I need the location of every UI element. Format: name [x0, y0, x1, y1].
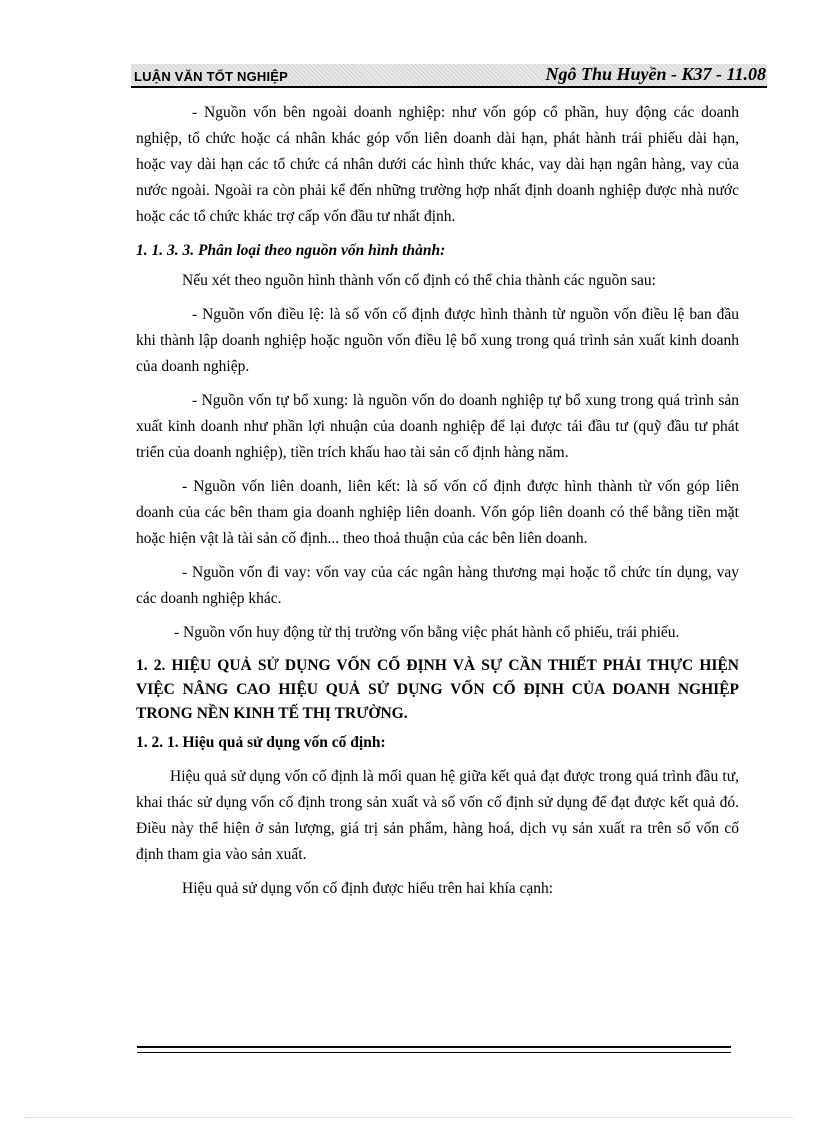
paragraph-source-intro: Nếu xét theo nguồn hình thành vốn cố định có thể chia thành các nguồn sau:	[182, 272, 656, 289]
page-body	[136, 100, 739, 910]
thesis-title-header: LUẬN VĂN TỐT NGHIỆP	[134, 69, 289, 84]
header-divider	[131, 86, 767, 88]
paragraph-joint-venture-capital: - Nguồn vốn liên doanh, liên kết: là số vốn cố định được hình thành từ vốn góp liên doanh của các bên tham gia doanh nghiệp liên doanh. Vốn góp liên doanh có thể bằng tiền mặt hoặc hiện vật là tài sản cố định... theo thoả thuận của các bên liên doanh.	[136, 478, 739, 547]
footer-divider	[137, 1046, 731, 1053]
paragraph-external-capital: - Nguồn vốn bên ngoài doanh nghiệp: như vốn góp cổ phần, huy động các doanh nghiệp, tổ chức hoặc cá nhân khác góp vốn liên doanh dài hạn, phát hành trái phiếu dài hạn, hoặc vay dài hạn các tổ chức cá nhân dưới các hình thức khác, vay dài hạn ngân hàng, vay của nước ngoài. Ngoài ra còn phải kể đến những trường hợp nhất định doanh nghiệp được nhà nước hoặc các tổ chức khác trợ cấp vốn đầu tư nhất định.	[136, 104, 739, 225]
paragraph-charter-capital: - Nguồn vốn điều lệ: là số vốn cố định được hình thành từ nguồn vốn điều lệ ban đầu khi thành lập doanh nghiệp hoặc nguồn vốn điều lệ bổ xung trong quá trình sản xuất kinh doanh của doanh nghiệp.	[136, 306, 739, 375]
heading-1-1-3-3: 1. 1. 3. 3. Phân loại theo nguồn vốn hình thành:	[136, 242, 446, 259]
paragraph-efficiency-definition: Hiệu quả sử dụng vốn cố định là mối quan hệ giữa kết quả đạt được trong quá trình đầu tư, khai thác sử dụng vốn cố định trong sản xuất và số vốn cố định sử dụng để đạt được kết quả đó. Điều này thể hiện ở sản lượng, giá trị sản phẩm, hàng hoá, dịch vụ sản xuất ra trên số vốn cố định tham gia vào sản xuất.	[136, 768, 739, 863]
author-header: Ngô Thu Huyền - K37 - 11.08	[545, 64, 766, 84]
paragraph-capital-market-funds: - Nguồn vốn huy động từ thị trường vốn bằng việc phát hành cổ phiếu, trái phiếu.	[174, 624, 680, 641]
heading-1-2: 1. 2. HIỆU QUẢ SỬ DỤNG VỐN CỐ ĐỊNH VÀ SỰ CẦN THIẾT PHẢI THỰC HIỆN VIỆC NÂNG CAO HIỆU QUẢ SỬ DỤNG VỐN CỐ ĐỊNH CỦA DOANH NGHIỆP TRONG NỀN KINH TẾ THỊ TRƯỜNG.	[136, 657, 739, 722]
heading-1-2-1: 1. 2. 1. Hiệu quả sử dụng vốn cố định:	[136, 734, 386, 751]
paragraph-two-aspects: Hiệu quả sử dụng vốn cố định được hiểu trên hai khía cạnh:	[182, 880, 554, 897]
page-bottom-edge	[24, 1117, 794, 1118]
paragraph-self-supplemented-capital: - Nguồn vốn tự bổ xung: là nguồn vốn do doanh nghiệp tự bổ xung trong quá trình sản xuất kinh doanh như phần lợi nhuận của doanh nghiệp để lại được tái đầu tư (quỹ đầu tư phát triển của doanh nghiệp), tiền trích khấu hao tài sản cố định hàng năm.	[136, 392, 739, 461]
paragraph-borrowed-capital: - Nguồn vốn đi vay: vốn vay của các ngân hàng thương mại hoặc tổ chức tín dụng, vay các doanh nghiệp khác.	[136, 564, 739, 607]
